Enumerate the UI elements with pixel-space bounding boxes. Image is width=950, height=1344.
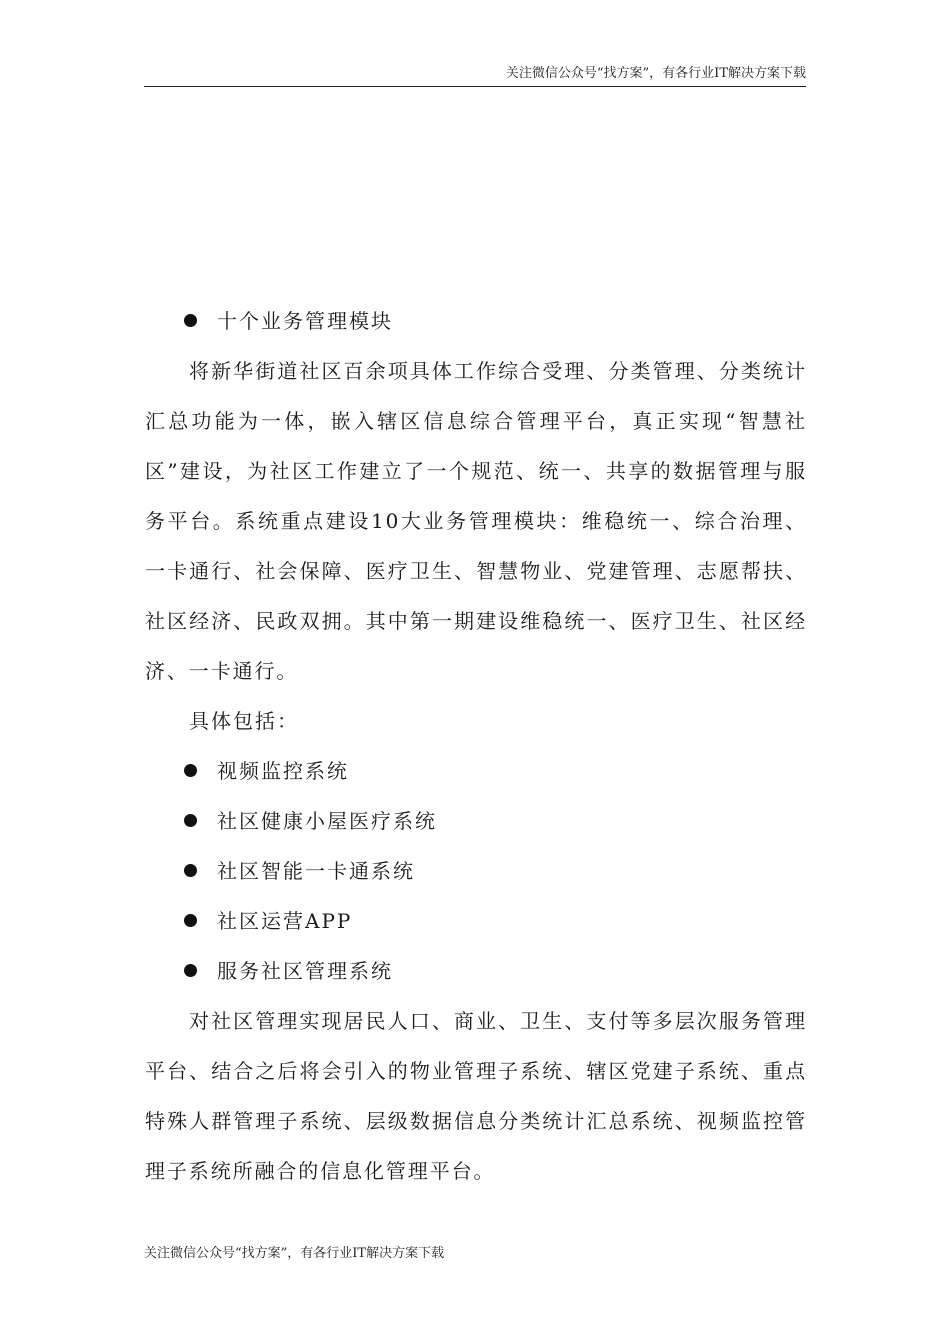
list-item-text: 社区健康小屋医疗系统: [217, 809, 437, 833]
list-item-text: 视频监控系统: [217, 759, 349, 783]
bullet-dot-icon: [184, 864, 197, 877]
bullet-dot-icon: [184, 314, 197, 327]
paragraph-1: 将新华街道社区百余项具体工作综合受理、分类管理、分类统计汇总功能为一体，嵌入辖区信息综合管理平台，真正实现“智慧社区”建设，为社区工作建立了一个规范、统一、共享的数据管理与服务平台。系统重点建设10大业务管理模块：维稳统一、综合治理、一卡通行、社会保障、医疗卫生、智慧物业、党建管理、志愿帮扶、社区经济、民政双拥。其中第一期建设维稳统一、医疗卫生、社区经济、一卡通行。: [145, 359, 807, 683]
list-item: [145, 846, 807, 896]
bullet-dot-icon: [184, 814, 197, 827]
bullet-dot-icon: [184, 914, 197, 927]
intro-line: 具体包括：: [189, 709, 299, 733]
document-body: [145, 296, 807, 1196]
list-item-text: 服务社区管理系统: [217, 959, 393, 983]
header-text: 关注微信公众号“找方案”，有各行业IT解决方案下载: [505, 66, 806, 81]
bullet-dot-icon: [184, 764, 197, 777]
list-item: [145, 896, 807, 946]
list-item: [145, 946, 807, 996]
page-footer: 关注微信公众号“找方案”，有各行业IT解决方案下载: [144, 1246, 445, 1261]
page-header: [144, 64, 806, 87]
list-item: [145, 746, 807, 796]
heading-bullet: [145, 296, 807, 346]
list-item-text: 社区智能一卡通系统: [217, 859, 415, 883]
bullet-dot-icon: [184, 964, 197, 977]
list-item: [145, 796, 807, 846]
paragraph-2: 对社区管理实现居民人口、商业、卫生、支付等多层次服务管理平台、结合之后将会引入的物业管理子系统、辖区党建子系统、重点特殊人群管理子系统、层级数据信息分类统计汇总系统、视频监控管理子系统所融合的信息化管理平台。: [145, 1009, 807, 1183]
list-item-text: 社区运营APP: [217, 909, 353, 933]
heading-bullet-text: 十个业务管理模块: [217, 309, 393, 333]
